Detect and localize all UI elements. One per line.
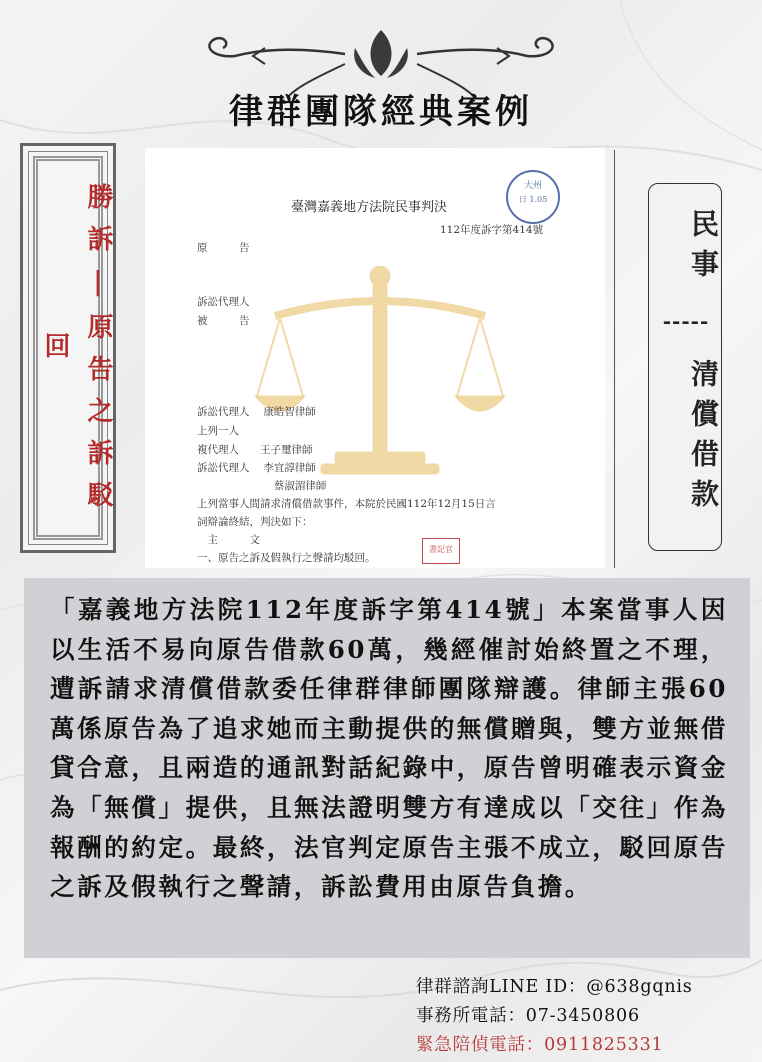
case-number: 112年度訴字第414號: [440, 224, 544, 236]
right-category-banner: [648, 183, 722, 551]
stamp-date: 日 1.05: [518, 195, 548, 204]
result-label: 勝訴|原告之訴駁回: [40, 183, 113, 523]
category-line1: 民事: [687, 209, 720, 289]
clerk-seal: 書記官: [422, 538, 460, 564]
doc-row: 訴訟代理人: [197, 296, 250, 308]
category-separator: -----: [662, 309, 710, 333]
doc-row: 原 告: [197, 242, 250, 254]
doc-row: 上列一人: [197, 425, 239, 437]
judgment-document: [145, 148, 605, 568]
case-summary: [24, 578, 750, 958]
contact-line-id: 律群諮詢LINE ID：@638gqnis: [416, 977, 693, 997]
contact-office-phone: 事務所電話：07-3450806: [416, 1006, 640, 1026]
case-summary-text: 「嘉義地方法院112年度訴字第414號」本案當事人因以生活不易向原告借款60萬，幾經催討始終置之不理，遭訴請求清償借款委任律群律師團隊辯護。律師主張60萬係原告為了追求她而主動提供的無償贈與，雙方並無借貸合意，且兩造的通訊對話紀錄中，原告曾明確表示資金為「無償」提供，且無法證明雙方有達成以「交往」作為報酬的約定。最終，法官判定原告主張不成立，駁回原告之訴及假執行之聲請，訴訟費用由原告負擔。: [50, 595, 728, 902]
doc-row: 複代理人 王子璽律師: [197, 444, 313, 456]
document-divider: [614, 150, 615, 568]
doc-row: 上列當事人間請求清償借款事件，本院於民國112年12月15日言: [197, 498, 496, 510]
doc-row: 主 文: [197, 534, 260, 546]
page-title: 律群團隊經典案例: [229, 92, 533, 132]
doc-row: 一、原告之訴及假執行之聲請均駁回。: [197, 552, 376, 564]
received-stamp: [506, 170, 560, 224]
stamp-top-text: 大州: [523, 181, 542, 191]
doc-row: 訴訟代理人 李宜諄律師: [197, 462, 316, 474]
court-title: 臺灣嘉義地方法院民事判決: [291, 200, 448, 215]
left-result-banner: [20, 143, 116, 553]
doc-row: 蔡淑湄律師: [197, 480, 327, 492]
category-line2: 清償借款: [687, 359, 720, 519]
doc-row: 詞辯論終結，判決如下：: [197, 516, 313, 528]
contact-emergency-phone: 緊急陪偵電話：0911825331: [416, 1035, 664, 1055]
doc-row: 被 告: [197, 315, 250, 327]
doc-row: 訴訟代理人 康皓智律師: [197, 406, 316, 418]
